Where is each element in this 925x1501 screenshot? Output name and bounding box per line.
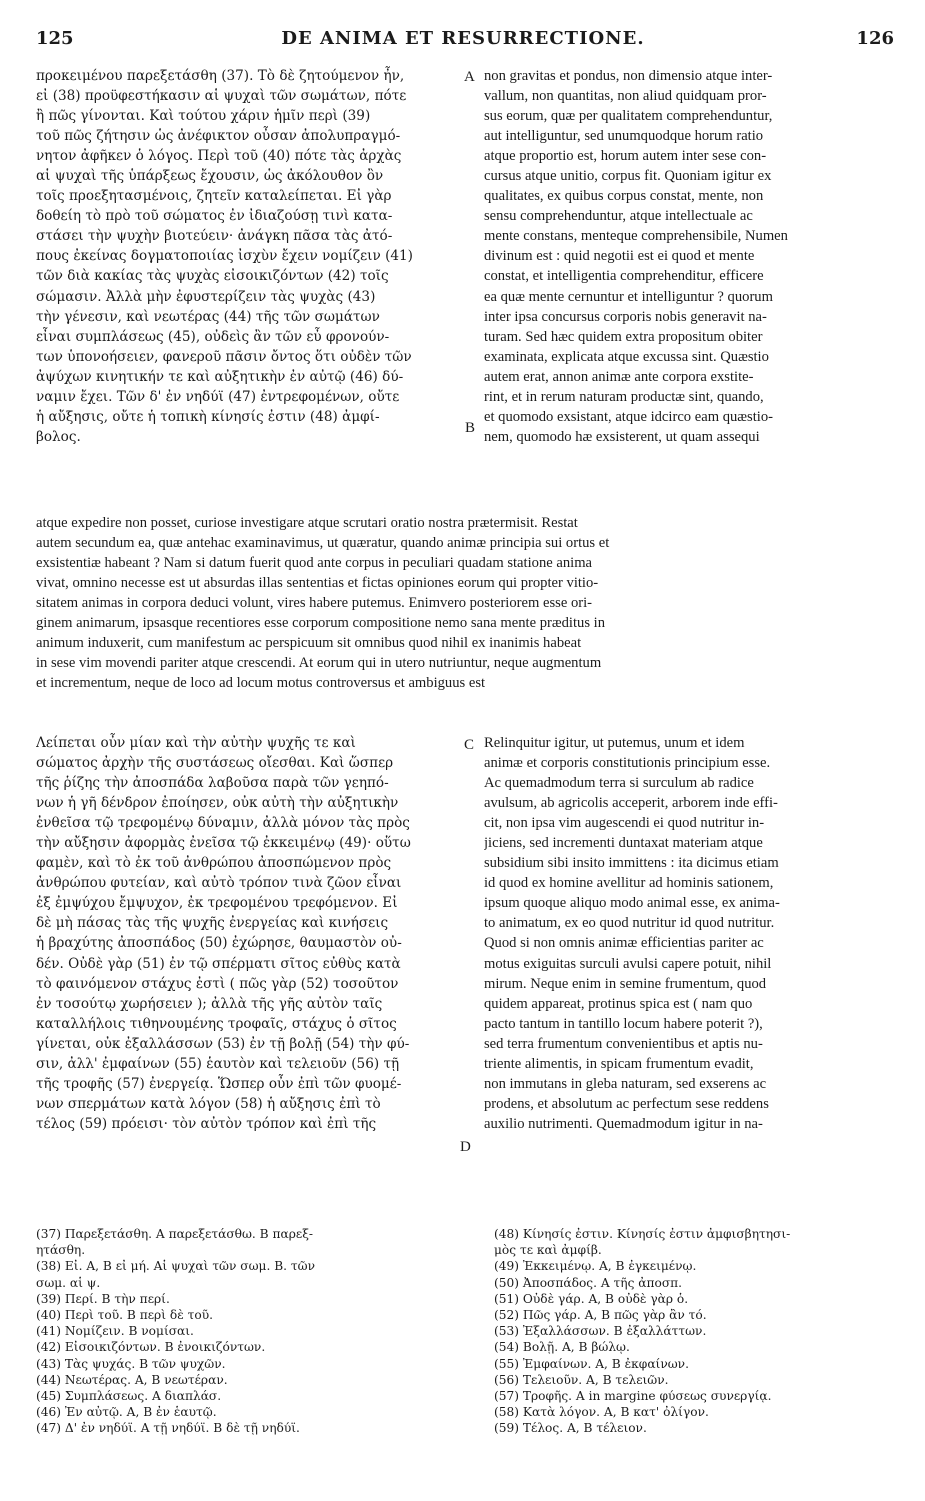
text-line: σωμ. αἱ ψ. xyxy=(36,1275,101,1290)
text-line: rint, et in rerum naturam productæ sint, quando, xyxy=(484,388,764,405)
text-line: σώμασιν. Ἀλλὰ μὴν ἐφυστερίζειν τὰς ψυχὰς (43) xyxy=(36,288,376,305)
text-line: exsistentiæ habeant ? Nam si datum fuerit quod ante corpus in peculiari quadam statione anima xyxy=(36,555,593,572)
text-line: mente constans, menteque comprehensibile, Numen xyxy=(484,228,788,245)
text-line: to animatum, ex eo quod nutritur id quod nutritur. xyxy=(484,915,775,932)
text-line: non immutans in gleba naturam, sed exserens ac xyxy=(484,1075,767,1092)
section-marker-c: C xyxy=(464,737,475,753)
text-line: turam. Sed hæc quidem extra propositum obiter xyxy=(484,328,763,345)
text-line: vivat, omnino necesse est ut absurdas illas sententias et fictas opiniones eorum qui propter vitio- xyxy=(36,575,599,592)
section-marker-b: B xyxy=(465,420,476,436)
text-line: τὴν αὔξησιν ἀφορμὰς ἐνεῖσα τῷ ἐκκειμένῳ (49)· οὕτω xyxy=(36,835,411,852)
text-line: Relinquitur igitur, ut putemus, unum et idem xyxy=(484,735,745,751)
text-line: cursus atque unitio, corpus fit. Quoniam igitur ex xyxy=(484,168,772,185)
text-line: (57) Τροφῆς. A in margine φύσεως συνεργίᾳ. xyxy=(494,1388,772,1403)
section-marker-d: D xyxy=(460,1139,471,1155)
text-line: δέν. Οὐδὲ γὰρ (51) ἐν τῷ σπέρματι σῖτος εὐθὺς κατὰ xyxy=(36,955,401,972)
text-line: (38) Εἰ. A, B εἰ μή. Αἱ ψυχαὶ τῶν σωμ. B. τῶν xyxy=(36,1259,316,1274)
greek-column-bottom xyxy=(36,733,460,1134)
text-line: ea quæ mente cernuntur et intelliguntur ? quorum xyxy=(484,288,773,305)
text-line: αἱ ψυχαὶ τῆς ὑπάρξεως ἔχουσιν, ὡς ἀκόλουθον ὂν xyxy=(36,168,384,185)
text-line: (41) Νομίζειν. B νομίσαι. xyxy=(36,1324,194,1339)
text-line: (54) Βολῇ. A, B βώλῳ. xyxy=(494,1340,630,1355)
text-line: (56) Τελειοῦν. A, B τελειῶν. xyxy=(494,1372,669,1387)
text-line: ἐξ ἐμψύχου ἔμψυχον, ἐκ τρεφομένου τρεφόμενον. Εἰ xyxy=(36,895,398,912)
running-title: DE ANIMA ET RESURRECTIONE. xyxy=(281,28,645,49)
text-line: auxilio nutrimenti. Quemadmodum igitur in na- xyxy=(484,1115,763,1132)
text-line: (43) Τὰς ψυχάς. B τῶν ψυχῶν. xyxy=(36,1356,226,1371)
text-line: (55) Ἐμφαίνων. A, B ἐκφαίνων. xyxy=(494,1356,689,1371)
text-line: cit, non ipsa vim augescendi ei quod nutritur in- xyxy=(484,815,765,832)
text-line: σώματος ἀρχὴν τῆς συστάσεως οἴεσθαι. Καὶ ὥσπερ xyxy=(36,755,394,772)
text-line: (37) Παρεξετάσθη. A παρεξετάσθω. B παρεξ- xyxy=(36,1227,314,1241)
page-header xyxy=(30,28,896,52)
text-line: φαμὲν, καὶ τὸ ἐκ τοῦ ἀνθρώπου ἀποσπώμενον πρὸς xyxy=(36,855,392,872)
text-line: animæ et corporis constitutionis principium esse. xyxy=(484,755,771,772)
text-line: σιν, ἀλλ' ἐμφαίνων (55) ἑαυτὸν καὶ τελειοῦν (56) τῇ xyxy=(36,1055,400,1072)
text-line: avulsum, ab agricolis acceperit, arborem inde effi- xyxy=(484,795,778,812)
text-line: τὴν γένεσιν, καὶ νεωτέρας (44) τῆς τῶν σωμάτων xyxy=(36,308,380,325)
text-line: et quomodo exsistant, atque idcirco eam quæstio- xyxy=(484,408,773,425)
text-line: (53) Ἐξαλλάσσων. B ἐξαλλάττων. xyxy=(494,1324,707,1339)
text-line: βολος. xyxy=(36,428,81,445)
text-line: (47) Δ' ἐν νηδύϊ. A τῇ νηδύϊ. B δὲ τῇ νηδύϊ. xyxy=(36,1421,300,1436)
latin-column-top xyxy=(484,66,894,447)
text-line: (59) Τέλος. A, B τέλειον. xyxy=(494,1421,647,1436)
latin-full-width-passage xyxy=(36,513,894,693)
text-line: examinata, explicata atque excussa sint. Quæstio xyxy=(484,348,769,365)
left-page-number: 125 xyxy=(36,28,74,49)
text-line: νητον ἀφῆκεν ὁ λόγος. Περὶ τοῦ (40) πότε τὰς ἀρχὰς xyxy=(36,148,402,165)
text-line: divinum est : quid negotii est ei quod et mente xyxy=(484,248,755,265)
text-line: (48) Κίνησίς ἐστιν. Κίνησίς ἐστιν ἀμφισβητησι- xyxy=(494,1227,791,1241)
text-line: (46) Ἐν αὐτῷ. A, B ἐν ἑαυτῷ. xyxy=(36,1405,217,1420)
text-line: Ac quemadmodum terra si surculum ab radice xyxy=(484,775,754,792)
text-line: νων ἡ γῆ δένδρον ἐποίησεν, οὐκ αὐτὴ τὴν αὐξητικὴν xyxy=(36,795,399,812)
text-line: (45) Συμπλάσεως. A διαπλάσ. xyxy=(36,1388,222,1403)
text-line: ἀψύχων κινητικήν τε καὶ αὐξητικὴν ἐν αὐτῷ (46) δύ- xyxy=(36,368,404,385)
text-line: καταλλήλοις τιθηνουμένης τροφαῖς, στάχυς ὁ σῖτος xyxy=(36,1015,397,1032)
text-line: νων σπερμάτων κατὰ λόγον (58) ἡ αὔξησις ἐπὶ τὸ xyxy=(36,1095,381,1112)
footnotes-right xyxy=(494,1226,894,1436)
footnotes-left xyxy=(36,1226,460,1436)
text-line: sensu comprehenduntur, atque intellectuale ac xyxy=(484,208,753,225)
text-line: et incrementum, neque de loco ad locum motus controversus et ambiguus est xyxy=(36,675,486,692)
text-line: atque proportio est, horum autem inter sese con- xyxy=(484,148,767,165)
section-marker-a: A xyxy=(464,69,475,85)
page xyxy=(30,28,896,52)
text-line: ginem animarum, ipsasque recentiores esse corporum compositione nemo sana mente præditus in xyxy=(36,615,606,632)
text-line: sus eorum, quæ per qualitatem comprehenduntur, xyxy=(484,108,773,125)
text-line: (52) Πῶς γάρ. A, B πῶς γὰρ ἂν τό. xyxy=(494,1307,707,1322)
right-page-number: 126 xyxy=(856,28,894,49)
text-line: aut intelliguntur, sed unumquodque horum ratio xyxy=(484,128,764,145)
text-line: pacto tantum in tantillo locum habere poterit ?), xyxy=(484,1015,763,1032)
text-line: sed terra frumentum convenientibus et aptis nu- xyxy=(484,1035,763,1052)
text-line: animum induxerit, cum manifestum ac perspicuum sit omnibus quod nihil ex inanimis habeat xyxy=(36,635,582,652)
text-line: Λείπεται οὖν μίαν καὶ τὴν αὐτὴν ψυχῆς τε καὶ xyxy=(36,735,356,751)
text-line: ἐν τοσούτῳ χωρήσειεν ); ἀλλὰ τῆς γῆς αὐτὸν ταῖς xyxy=(36,995,383,1012)
text-line: sitatem animas in corpora deduci volunt, vires habere putemus. Enimvero posteriorem esse ori- xyxy=(36,595,593,612)
text-line: (44) Νεωτέρας. A, B νεωτέραν. xyxy=(36,1372,228,1387)
text-line: (42) Εἰσοικιζόντων. B ἐνοικιζόντων. xyxy=(36,1340,266,1355)
text-line: δὲ μὴ πάσας τὰς τῆς ψυχῆς ἐνεργείας καὶ κινήσεις xyxy=(36,915,389,932)
text-line: autem secundum ea, quæ antehac examinavimus, ut quæratur, quando animæ principia sui ortus et xyxy=(36,535,610,552)
text-line: τῆς ῥίζης τὴν ἀποσπάδα λαβοῦσα παρὰ τῶν γεηπό- xyxy=(36,775,389,792)
text-line: ἡ αὔξησις, οὔτε ἡ τοπικὴ κίνησίς ἐστιν (48) ἀμφί- xyxy=(36,408,380,425)
text-line: id quod ex homine avellitur ad hominis sationem, xyxy=(484,875,774,892)
text-line: inter ipsa concursus corporis nobis generavit na- xyxy=(484,308,767,325)
text-line: autem erat, annon animæ ante corpora exstite- xyxy=(484,368,754,385)
text-line: ἢ πῶς γίνονται. Καὶ τούτου χάριν ἡμῖν περὶ (39) xyxy=(36,108,371,125)
text-line: εἰ (38) προϋφεστήκασιν αἱ ψυχαὶ τῶν σωμάτων, πότε xyxy=(36,88,407,105)
text-line: δοθείη τὸ πρὸ τοῦ σώματος ἐν ἰδιαζούσῃ τινὶ κατα- xyxy=(36,208,393,225)
text-line: (39) Περί. B τὴν περί. xyxy=(36,1291,170,1306)
text-line: qualitates, ex quibus corpus constat, mente, non xyxy=(484,188,764,205)
text-line: mirum. Neque enim in semine frumentum, quod xyxy=(484,975,767,992)
text-line: ητάσθη. xyxy=(36,1243,86,1258)
text-line: Quod si non omnis animæ efficientias pariter ac xyxy=(484,935,764,952)
text-line: prodens, et absolutum ac perfectum sese reddens xyxy=(484,1095,769,1112)
text-line: ἀνθρώπου φυτείαν, καὶ αὐτὸ τρόπον τινὰ ζῶον εἶναι xyxy=(36,875,402,892)
text-line: ἡ βραχύτης ἀποσπάδος (50) ἐχώρησε, θαυμαστὸν οὐ- xyxy=(36,935,402,952)
text-line: triente alimentis, in spicam frumentum evadit, xyxy=(484,1055,754,1072)
text-line: ipsum quoque aliquo modo animal esse, ex anima- xyxy=(484,895,780,912)
text-line: (49) Ἐκκειμένῳ. A, B ἐγκειμένῳ. xyxy=(494,1259,697,1274)
text-line: ἐνθεῖσα τῷ τρεφομένῳ δύναμιν, ἀλλὰ μόνον τὰς πρὸς xyxy=(36,815,410,832)
text-line: τὸ φαινόμενον στάχυς ἐστὶ ( πῶς γὰρ (52) τοσοῦτον xyxy=(36,975,399,992)
text-line: γίνεται, οὐκ ἐξαλλάσσων (53) ἐν τῇ βολῇ (54) τὴν φύ- xyxy=(36,1035,410,1052)
text-line: nem, quomodo hæ exsisterent, ut quam assequi xyxy=(484,428,760,445)
text-line: atque expedire non posset, curiose investigare atque scrutari oratio nostra prætermisit. Restat xyxy=(36,515,578,531)
text-line: motus exiguitas surculi avulsi capere potuit, nihil xyxy=(484,955,772,972)
latin-column-bottom xyxy=(484,733,894,1134)
text-line: τοῖς προεξητασμένοις, ζητεῖν καταλείπεται. Εἰ γὰρ xyxy=(36,188,392,205)
text-line: (58) Κατὰ λόγον. A, B κατ' ὀλίγον. xyxy=(494,1405,709,1420)
text-line: subsidium sibi insito immittens : ita dicimus etiam xyxy=(484,855,779,872)
text-line: vallum, non quantitas, non aliud quidquam pror- xyxy=(484,88,767,105)
text-line: πους ἐκείνας δογματοποιίας ἰσχὺν ἔχειν νομίζειν (41) xyxy=(36,248,413,265)
text-line: non gravitas et pondus, non dimensio atque inter- xyxy=(484,68,773,84)
text-line: quidem appareat, protinus spica est ( nam quo xyxy=(484,995,753,1012)
text-line: τοῦ πῶς ζήτησιν ὡς ἀνέφικτον οὖσαν ἀπολυπραγμό- xyxy=(36,128,401,145)
text-line: τῶν διὰ κακίας τὰς ψυχὰς εἰσοικιζόντων (42) τοῖς xyxy=(36,268,389,285)
text-line: στάσει τὴν ψυχὴν βιοτεύειν· ἀνάγκη πᾶσα τὰς ἀτό- xyxy=(36,228,393,245)
text-line: εἶναι συμπλάσεως (45), οὐδεὶς ἂν τῶν εὖ φρονούν- xyxy=(36,328,390,345)
text-line: (50) Ἀποσπάδος. A τῆς ἀποσπ. xyxy=(494,1275,683,1290)
text-line: τέλος (59) πρόεισι· τὸν αὐτὸν τρόπον καὶ ἐπὶ τῆς xyxy=(36,1115,377,1132)
text-line: προκειμένου παρεξετάσθη (37). Τὸ δὲ ζητούμενον ἦν, xyxy=(36,68,405,84)
text-line: constat, et intelligentia comprehenditur, efficere xyxy=(484,268,764,285)
greek-column-top xyxy=(36,66,460,447)
text-line: (51) Οὐδὲ γάρ. A, B οὐδὲ γὰρ ὁ. xyxy=(494,1291,689,1306)
text-line: τῆς τροφῆς (57) ἐνεργείᾳ. Ὥσπερ οὖν ἐπὶ τῶν φυομέ- xyxy=(36,1075,402,1092)
text-line: jiciens, sed incrementi duntaxat materiam atque xyxy=(484,835,763,852)
text-line: μὸς τε καὶ ἀμφίβ. xyxy=(494,1243,602,1258)
text-line: των ὑπονοήσειεν, φανεροῦ πᾶσιν ὄντος ὅτι οὐδὲν τῶν xyxy=(36,348,412,365)
text-line: in sese vim movendi pariter atque crescendi. At eorum qui in utero nutriuntur, neque augmentum xyxy=(36,655,602,672)
text-line: ναμιν ἔχει. Τῶν δ' ἐν νηδύϊ (47) ἐντρεφομένων, οὔτε xyxy=(36,388,400,405)
text-line: (40) Περὶ τοῦ. B περὶ δὲ τοῦ. xyxy=(36,1307,213,1322)
